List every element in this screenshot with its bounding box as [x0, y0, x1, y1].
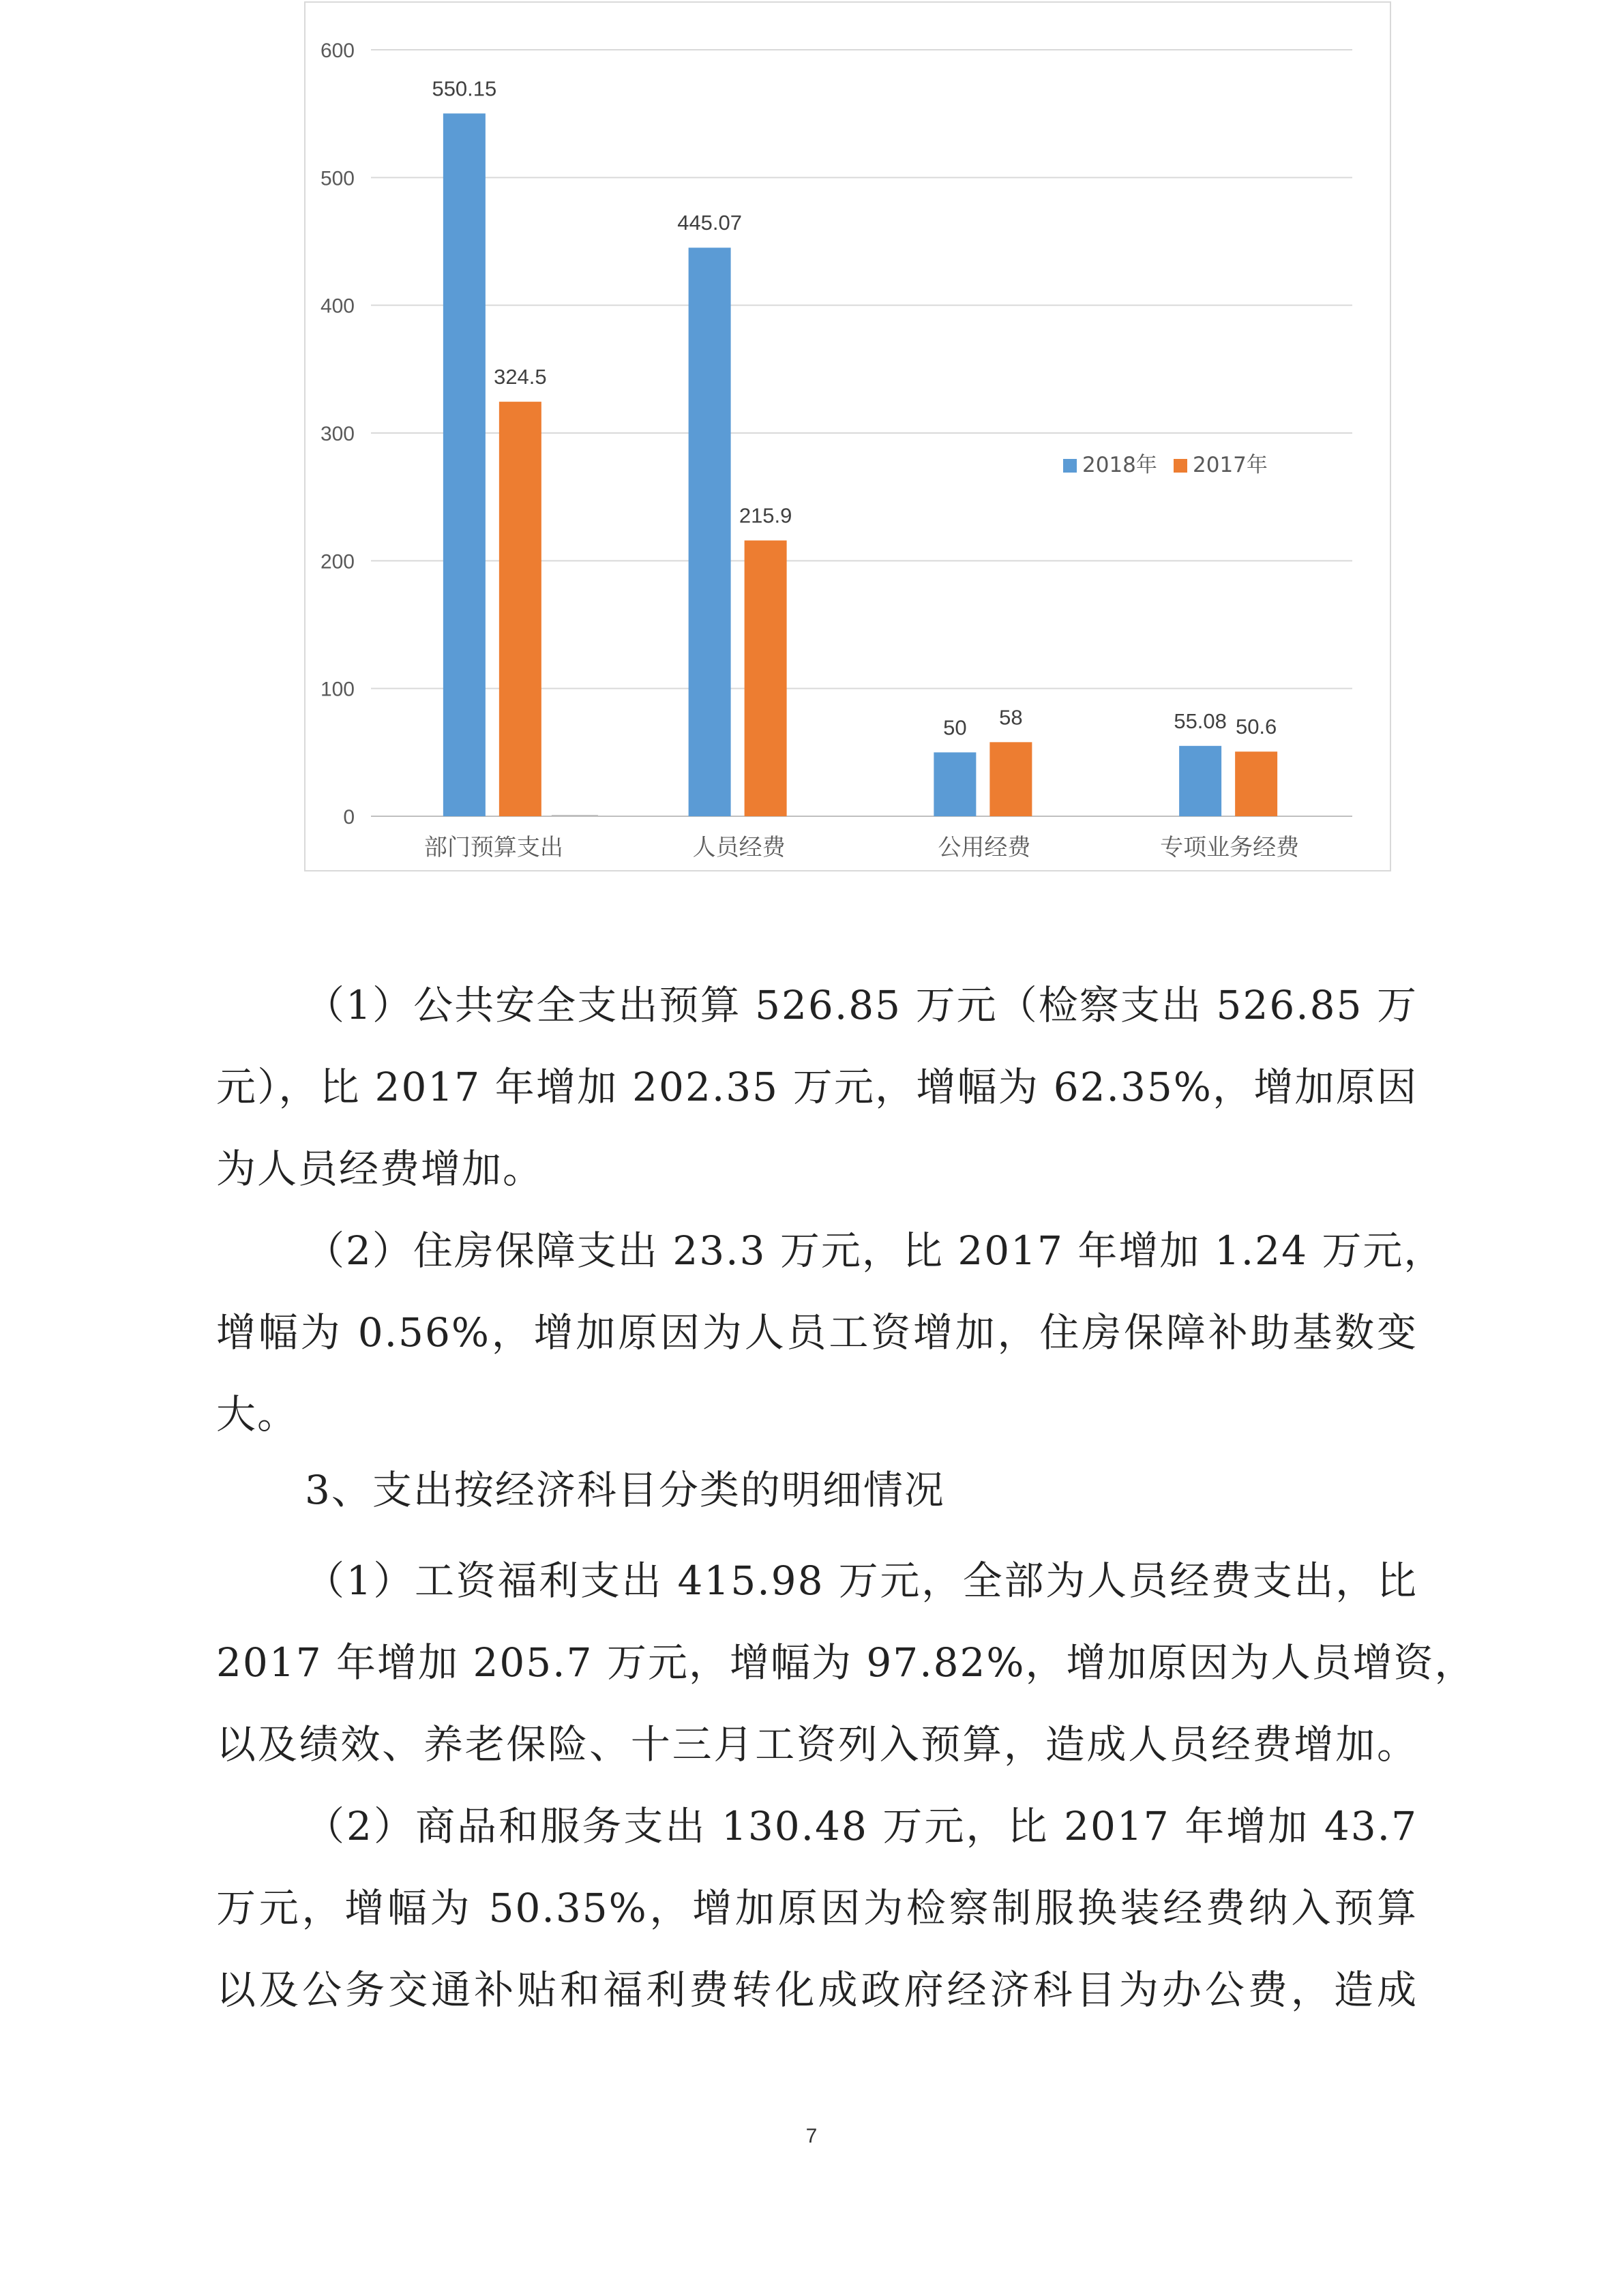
bar-2018 — [1179, 746, 1221, 816]
data-label: 50.6 — [1235, 715, 1277, 739]
x-tick-label: 公用经费 — [938, 834, 1031, 861]
legend-label: 2018年 — [1082, 453, 1157, 477]
x-tick-label: 专项业务经费 — [1160, 834, 1300, 861]
data-label: 445.07 — [677, 211, 743, 235]
bar-chart — [304, 1, 1391, 871]
body-line-6: 大。 — [216, 1391, 299, 1437]
body-line-13: 以及公务交通补贴和福利费转化成政府经济科目为办公费，造成 — [216, 1967, 1418, 2013]
x-tick-label: 部门预算支出 — [423, 834, 563, 861]
bar-2018 — [443, 113, 486, 816]
body-line-1: （1）公共安全支出预算 526.85 万元（检察支出 526.85 万 — [305, 982, 1418, 1028]
y-tick-label: 100 — [320, 678, 355, 701]
data-label: 550.15 — [432, 76, 497, 101]
body-line-2: 元），比 2017 年增加 202.35 万元，增幅为 62.35%，增加原因 — [216, 1064, 1418, 1110]
body-line-11: （2）商品和服务支出 130.48 万元，比 2017 年增加 43.7 — [305, 1803, 1418, 1849]
body-line-8: （1）工资福利支出 415.98 万元，全部为人员经费支出，比 — [305, 1557, 1418, 1604]
x-tick-label: 人员经费 — [692, 834, 786, 861]
body-line-3: 为人员经费增加。 — [216, 1146, 544, 1192]
y-tick-label: 200 — [320, 550, 355, 573]
y-tick-label: 0 — [343, 806, 355, 829]
data-label: 58 — [999, 705, 1023, 730]
y-tick-label: 600 — [320, 40, 355, 62]
y-tick-label: 400 — [320, 295, 355, 318]
y-tick-label: 300 — [320, 423, 355, 445]
body-line-10: 以及绩效、养老保险、十三月工资列入预算，造成人员经费增加。 — [216, 1721, 1418, 1768]
bar-2017 — [989, 742, 1032, 816]
bar-2018 — [934, 752, 976, 816]
section-heading: 3、支出按经济科目分类的明细情况 — [305, 1467, 945, 1513]
y-tick-label: 500 — [320, 167, 355, 190]
body-line-5: 增幅为 0.56%，增加原因为人员工资增加，住房保障补助基数变 — [216, 1309, 1418, 1356]
chart-svg — [306, 3, 1393, 873]
bar-2017 — [499, 402, 541, 816]
legend-label: 2017年 — [1193, 453, 1268, 477]
legend-swatch — [1063, 459, 1077, 473]
body-line-9: 2017 年增加 205.7 万元，增幅为 97.82%，增加原因为人员增资， — [216, 1639, 1476, 1686]
data-label: 50 — [943, 715, 967, 740]
data-label: 215.9 — [739, 503, 792, 528]
data-label: 324.5 — [494, 365, 547, 389]
bar-2017 — [1235, 751, 1277, 816]
page-number: 7 — [805, 2125, 818, 2147]
bar-2017 — [745, 541, 787, 816]
bar-2018 — [689, 248, 731, 816]
body-line-12: 万元，增幅为 50.35%，增加原因为检察制服换装经费纳入预算 — [216, 1885, 1418, 1931]
legend-swatch — [1174, 459, 1187, 473]
data-label: 55.08 — [1174, 709, 1227, 733]
body-line-4: （2）住房保障支出 23.3 万元，比 2017 年增加 1.24 万元， — [305, 1227, 1445, 1274]
baseline-mark — [552, 815, 598, 817]
